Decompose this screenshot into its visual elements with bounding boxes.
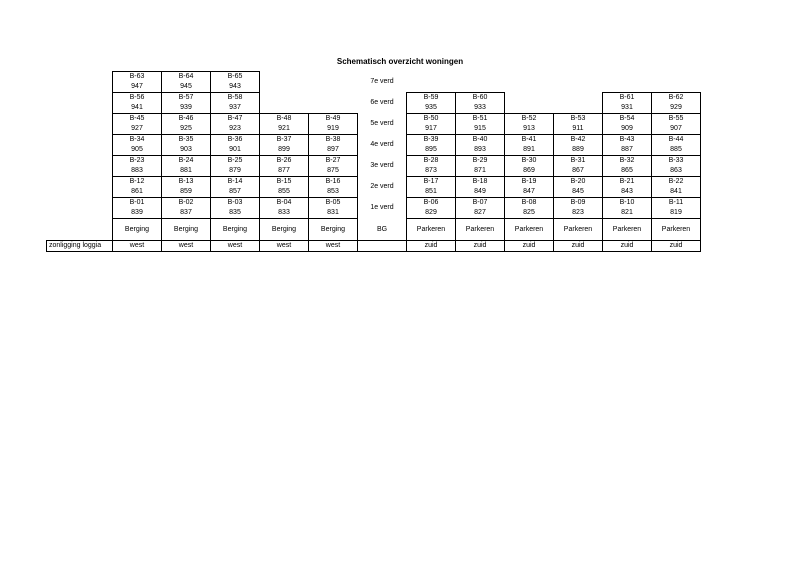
unit-cell bbox=[406, 176, 456, 198]
ground-use-cell: Berging bbox=[112, 218, 162, 241]
unit-number: 947 bbox=[131, 83, 143, 90]
unit-cell bbox=[112, 92, 162, 114]
unit-cell bbox=[455, 197, 505, 219]
unit-code: B-56 bbox=[129, 94, 145, 101]
sun-orientation-cell: west bbox=[259, 240, 309, 252]
sun-orientation-cell: zuid bbox=[602, 240, 652, 252]
unit-cell bbox=[553, 197, 603, 219]
unit-code: B-43 bbox=[619, 136, 635, 143]
unit-number: 837 bbox=[180, 209, 192, 216]
unit-code: B-38 bbox=[325, 136, 341, 143]
unit-code: B-27 bbox=[325, 157, 341, 164]
ground-use-cell: Berging bbox=[259, 218, 309, 241]
ground-use-cell: Berging bbox=[161, 218, 211, 241]
unit-cell bbox=[602, 113, 652, 135]
unit-cell bbox=[259, 176, 309, 198]
unit-number: 871 bbox=[474, 167, 486, 174]
unit-code: B-32 bbox=[619, 157, 635, 164]
unit-cell bbox=[259, 134, 309, 156]
sun-orientation-cell: west bbox=[161, 240, 211, 252]
sun-orientation-label: zonligging loggia bbox=[46, 240, 113, 252]
unit-cell bbox=[406, 197, 456, 219]
unit-cell bbox=[210, 71, 260, 93]
unit-code: B-46 bbox=[178, 115, 194, 122]
unit-code: B-53 bbox=[570, 115, 586, 122]
unit-cell bbox=[161, 71, 211, 93]
unit-cell bbox=[406, 155, 456, 177]
ground-use-cell: Parkeren bbox=[406, 218, 456, 241]
unit-number: 927 bbox=[131, 125, 143, 132]
unit-code: B-09 bbox=[570, 199, 586, 206]
unit-number: 929 bbox=[670, 104, 682, 111]
unit-cell bbox=[504, 197, 554, 219]
unit-cell bbox=[553, 176, 603, 198]
unit-cell bbox=[455, 113, 505, 135]
unit-code: B-51 bbox=[472, 115, 488, 122]
unit-code: B-39 bbox=[423, 136, 439, 143]
unit-cell bbox=[504, 113, 554, 135]
unit-code: B-47 bbox=[227, 115, 243, 122]
unit-code: B-54 bbox=[619, 115, 635, 122]
ground-use-cell: Berging bbox=[210, 218, 260, 241]
unit-number: 821 bbox=[621, 209, 633, 216]
unit-code: B-35 bbox=[178, 136, 194, 143]
ground-use-cell: Parkeren bbox=[455, 218, 505, 241]
unit-cell bbox=[210, 155, 260, 177]
unit-cell bbox=[406, 113, 456, 135]
unit-number: 943 bbox=[229, 83, 241, 90]
unit-number: 925 bbox=[180, 125, 192, 132]
unit-number: 877 bbox=[278, 167, 290, 174]
unit-number: 861 bbox=[131, 188, 143, 195]
unit-code: B-63 bbox=[129, 73, 145, 80]
sun-orientation-cell: west bbox=[112, 240, 162, 252]
unit-cell bbox=[651, 197, 701, 219]
unit-code: B-01 bbox=[129, 199, 145, 206]
unit-cell bbox=[308, 155, 358, 177]
unit-code: B-16 bbox=[325, 178, 341, 185]
unit-number: 873 bbox=[425, 167, 437, 174]
unit-number: 921 bbox=[278, 125, 290, 132]
unit-number: 933 bbox=[474, 104, 486, 111]
unit-cell bbox=[504, 134, 554, 156]
unit-code: B-60 bbox=[472, 94, 488, 101]
housing-overview-grid bbox=[46, 71, 700, 251]
unit-number: 867 bbox=[572, 167, 584, 174]
unit-code: B-15 bbox=[276, 178, 292, 185]
unit-number: 913 bbox=[523, 125, 535, 132]
unit-code: B-10 bbox=[619, 199, 635, 206]
sun-orientation-cell: zuid bbox=[651, 240, 701, 252]
unit-cell bbox=[455, 134, 505, 156]
unit-number: 829 bbox=[425, 209, 437, 216]
unit-cell bbox=[112, 71, 162, 93]
unit-number: 881 bbox=[180, 167, 192, 174]
unit-number: 819 bbox=[670, 209, 682, 216]
unit-number: 901 bbox=[229, 146, 241, 153]
unit-code: B-12 bbox=[129, 178, 145, 185]
floor-label: 1e verd bbox=[370, 204, 394, 211]
unit-number: 849 bbox=[474, 188, 486, 195]
unit-code: B-34 bbox=[129, 136, 145, 143]
unit-code: B-48 bbox=[276, 115, 292, 122]
unit-number: 907 bbox=[670, 125, 682, 132]
sun-orientation-cell: zuid bbox=[406, 240, 456, 252]
unit-cell bbox=[308, 197, 358, 219]
unit-cell bbox=[308, 176, 358, 198]
unit-code: B-52 bbox=[521, 115, 537, 122]
unit-number: 919 bbox=[327, 125, 339, 132]
unit-cell bbox=[455, 176, 505, 198]
unit-number: 887 bbox=[621, 146, 633, 153]
unit-cell bbox=[651, 176, 701, 198]
unit-cell bbox=[259, 155, 309, 177]
unit-cell bbox=[161, 176, 211, 198]
unit-cell bbox=[112, 176, 162, 198]
unit-code: B-17 bbox=[423, 178, 439, 185]
unit-code: B-45 bbox=[129, 115, 145, 122]
unit-number: 891 bbox=[523, 146, 535, 153]
unit-number: 889 bbox=[572, 146, 584, 153]
unit-code: B-03 bbox=[227, 199, 243, 206]
unit-number: 875 bbox=[327, 167, 339, 174]
sun-orientation-cell: zuid bbox=[455, 240, 505, 252]
unit-number: 845 bbox=[572, 188, 584, 195]
ground-use-cell: Parkeren bbox=[504, 218, 554, 241]
unit-number: 931 bbox=[621, 104, 633, 111]
unit-code: B-57 bbox=[178, 94, 194, 101]
unit-cell bbox=[112, 155, 162, 177]
unit-cell bbox=[406, 92, 456, 114]
unit-number: 903 bbox=[180, 146, 192, 153]
unit-cell bbox=[210, 113, 260, 135]
unit-code: B-24 bbox=[178, 157, 194, 164]
sun-orientation-cell: zuid bbox=[504, 240, 554, 252]
unit-code: B-18 bbox=[472, 178, 488, 185]
unit-code: B-36 bbox=[227, 136, 243, 143]
unit-code: B-02 bbox=[178, 199, 194, 206]
unit-number: 879 bbox=[229, 167, 241, 174]
unit-code: B-42 bbox=[570, 136, 586, 143]
unit-number: 937 bbox=[229, 104, 241, 111]
unit-cell bbox=[259, 113, 309, 135]
sun-orientation-cell: west bbox=[308, 240, 358, 252]
unit-number: 939 bbox=[180, 104, 192, 111]
unit-code: B-58 bbox=[227, 94, 243, 101]
unit-number: 843 bbox=[621, 188, 633, 195]
unit-code: B-26 bbox=[276, 157, 292, 164]
unit-code: B-14 bbox=[227, 178, 243, 185]
unit-code: B-05 bbox=[325, 199, 341, 206]
unit-cell bbox=[308, 113, 358, 135]
unit-code: B-25 bbox=[227, 157, 243, 164]
unit-number: 851 bbox=[425, 188, 437, 195]
unit-number: 909 bbox=[621, 125, 633, 132]
unit-cell bbox=[602, 155, 652, 177]
unit-number: 865 bbox=[621, 167, 633, 174]
unit-code: B-37 bbox=[276, 136, 292, 143]
unit-cell bbox=[112, 197, 162, 219]
unit-number: 895 bbox=[425, 146, 437, 153]
unit-code: B-04 bbox=[276, 199, 292, 206]
unit-number: 855 bbox=[278, 188, 290, 195]
unit-number: 831 bbox=[327, 209, 339, 216]
unit-code: B-41 bbox=[521, 136, 537, 143]
unit-cell bbox=[210, 176, 260, 198]
unit-code: B-50 bbox=[423, 115, 439, 122]
unit-code: B-65 bbox=[227, 73, 243, 80]
unit-code: B-21 bbox=[619, 178, 635, 185]
unit-number: 823 bbox=[572, 209, 584, 216]
unit-code: B-28 bbox=[423, 157, 439, 164]
unit-code: B-61 bbox=[619, 94, 635, 101]
floor-label: 3e verd bbox=[370, 162, 394, 169]
unit-cell bbox=[455, 92, 505, 114]
unit-number: 841 bbox=[670, 188, 682, 195]
ground-use-cell: Parkeren bbox=[651, 218, 701, 241]
unit-cell bbox=[553, 155, 603, 177]
unit-code: B-59 bbox=[423, 94, 439, 101]
unit-number: 835 bbox=[229, 209, 241, 216]
unit-cell bbox=[210, 92, 260, 114]
unit-number: 899 bbox=[278, 146, 290, 153]
unit-number: 917 bbox=[425, 125, 437, 132]
unit-code: B-19 bbox=[521, 178, 537, 185]
unit-number: 885 bbox=[670, 146, 682, 153]
unit-code: B-31 bbox=[570, 157, 586, 164]
unit-code: B-29 bbox=[472, 157, 488, 164]
sun-orientation-cell: zuid bbox=[553, 240, 603, 252]
unit-number: 905 bbox=[131, 146, 143, 153]
unit-cell bbox=[161, 134, 211, 156]
unit-code: B-11 bbox=[668, 199, 684, 206]
unit-cell bbox=[651, 92, 701, 114]
unit-code: B-22 bbox=[668, 178, 684, 185]
floor-label: 6e verd bbox=[370, 99, 394, 106]
unit-cell bbox=[504, 155, 554, 177]
unit-number: 827 bbox=[474, 209, 486, 216]
unit-cell bbox=[602, 92, 652, 114]
unit-code: B-64 bbox=[178, 73, 194, 80]
unit-number: 825 bbox=[523, 209, 535, 216]
floor-label: 5e verd bbox=[370, 120, 394, 127]
unit-number: 847 bbox=[523, 188, 535, 195]
unit-code: B-40 bbox=[472, 136, 488, 143]
unit-cell bbox=[161, 92, 211, 114]
unit-cell bbox=[504, 176, 554, 198]
ground-use-cell: Parkeren bbox=[553, 218, 603, 241]
unit-cell bbox=[651, 113, 701, 135]
unit-cell bbox=[602, 134, 652, 156]
sun-orientation-cell bbox=[357, 240, 407, 252]
unit-cell bbox=[112, 113, 162, 135]
unit-code: B-20 bbox=[570, 178, 586, 185]
unit-number: 923 bbox=[229, 125, 241, 132]
unit-cell bbox=[455, 155, 505, 177]
unit-code: B-23 bbox=[129, 157, 145, 164]
unit-code: B-07 bbox=[472, 199, 488, 206]
unit-code: B-33 bbox=[668, 157, 684, 164]
unit-number: 863 bbox=[670, 167, 682, 174]
unit-cell bbox=[651, 134, 701, 156]
floor-label: 7e verd bbox=[370, 78, 394, 85]
unit-cell bbox=[602, 197, 652, 219]
unit-number: 893 bbox=[474, 146, 486, 153]
unit-number: 945 bbox=[180, 83, 192, 90]
unit-number: 857 bbox=[229, 188, 241, 195]
unit-cell bbox=[602, 176, 652, 198]
unit-cell bbox=[161, 113, 211, 135]
unit-number: 883 bbox=[131, 167, 143, 174]
unit-code: B-49 bbox=[325, 115, 341, 122]
unit-number: 915 bbox=[474, 125, 486, 132]
unit-cell bbox=[308, 134, 358, 156]
unit-code: B-13 bbox=[178, 178, 194, 185]
unit-cell bbox=[406, 134, 456, 156]
unit-code: B-08 bbox=[521, 199, 537, 206]
unit-number: 911 bbox=[572, 125, 584, 132]
unit-number: 853 bbox=[327, 188, 339, 195]
unit-number: 869 bbox=[523, 167, 535, 174]
ground-use-cell: Berging bbox=[308, 218, 358, 241]
unit-number: 897 bbox=[327, 146, 339, 153]
unit-cell bbox=[651, 155, 701, 177]
page-title: Schematisch overzicht woningen bbox=[336, 57, 464, 66]
unit-cell bbox=[210, 197, 260, 219]
ground-floor-label: BG bbox=[376, 225, 388, 233]
unit-number: 839 bbox=[131, 209, 143, 216]
floor-label: 2e verd bbox=[370, 183, 394, 190]
unit-cell bbox=[161, 197, 211, 219]
unit-cell bbox=[553, 134, 603, 156]
unit-cell bbox=[112, 134, 162, 156]
unit-code: B-30 bbox=[521, 157, 537, 164]
unit-number: 833 bbox=[278, 209, 290, 216]
unit-cell bbox=[259, 197, 309, 219]
unit-number: 859 bbox=[180, 188, 192, 195]
sun-orientation-cell: west bbox=[210, 240, 260, 252]
unit-number: 935 bbox=[425, 104, 437, 111]
unit-code: B-55 bbox=[668, 115, 684, 122]
unit-cell bbox=[161, 155, 211, 177]
unit-code: B-06 bbox=[423, 199, 439, 206]
ground-use-cell: Parkeren bbox=[602, 218, 652, 241]
unit-code: B-44 bbox=[668, 136, 684, 143]
unit-number: 941 bbox=[131, 104, 143, 111]
unit-cell bbox=[210, 134, 260, 156]
unit-cell bbox=[553, 113, 603, 135]
floor-label: 4e verd bbox=[370, 141, 394, 148]
unit-code: B-62 bbox=[668, 94, 684, 101]
